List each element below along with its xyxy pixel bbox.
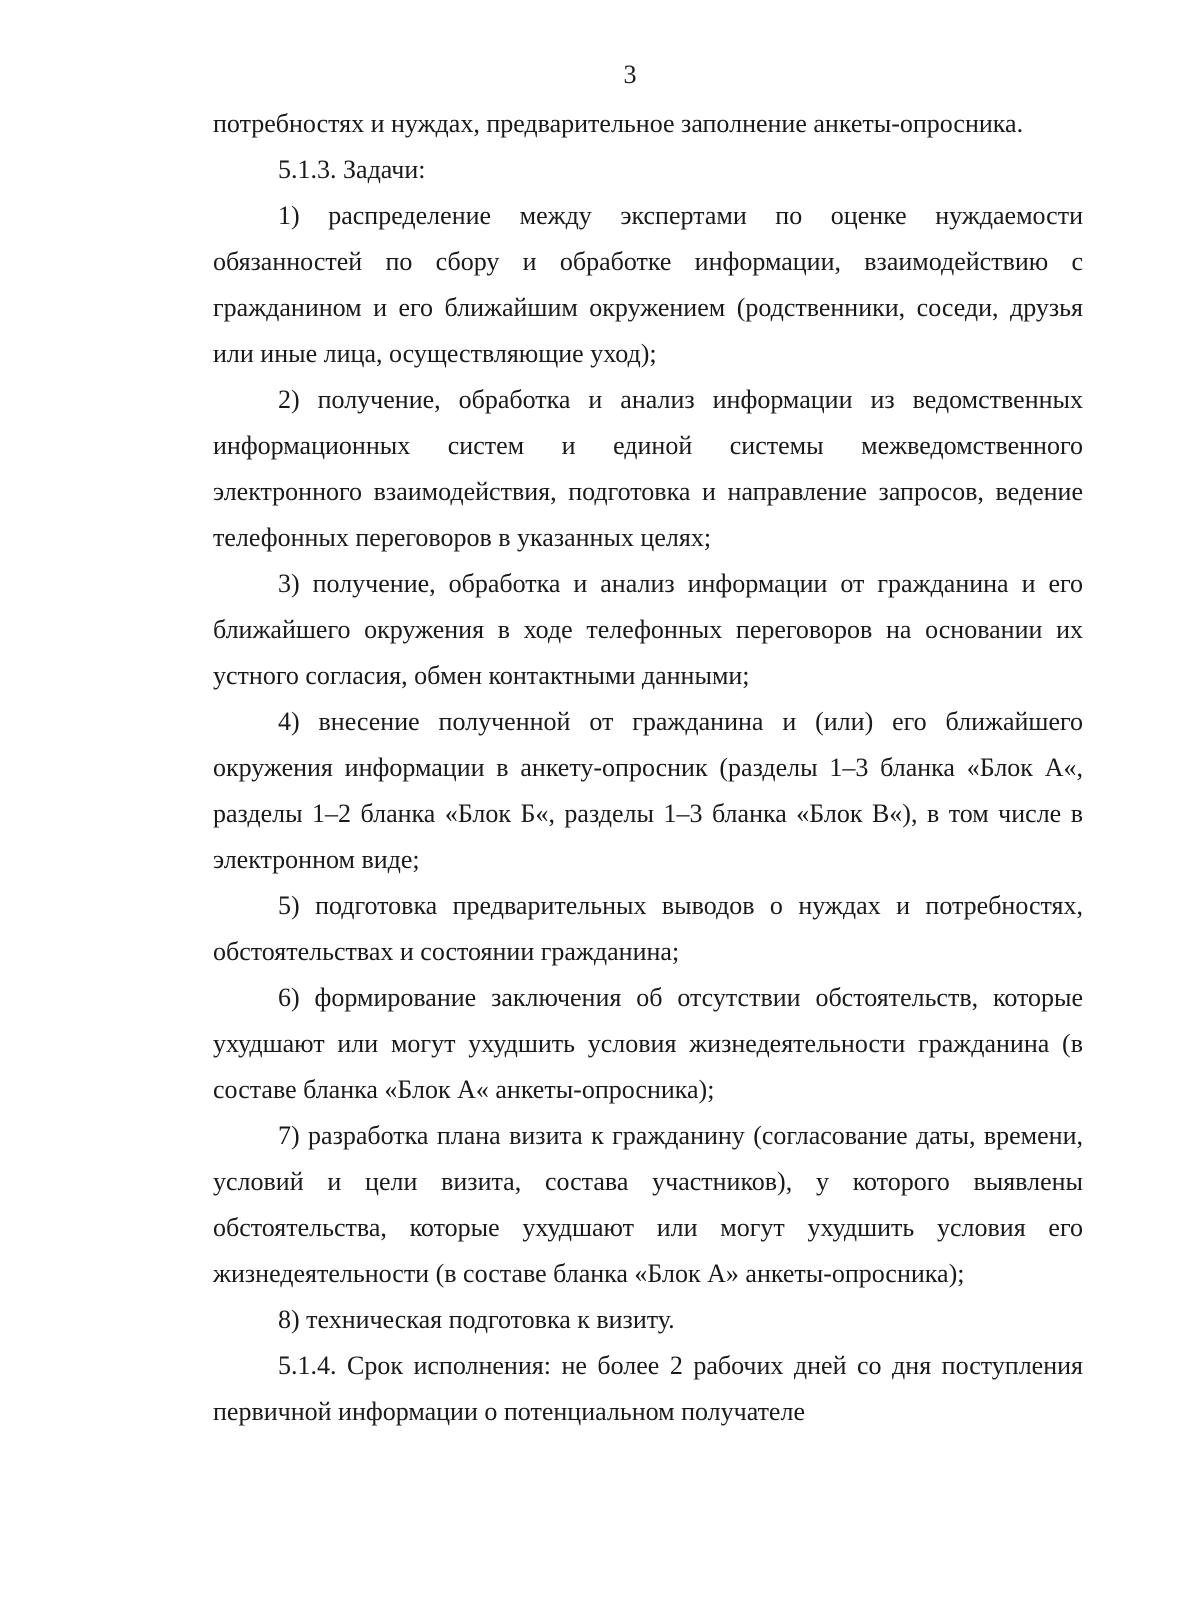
list-item-5: 5) подготовка предварительных выводов о нуждах и потребностях, обстоятельствах и состоянии гражданина;: [213, 891, 1083, 966]
section-heading-5-1-3: 5.1.3. Задачи:: [278, 155, 426, 184]
list-item-1: 1) распределение между экспертами по оценке нуждаемости обязанностей по сбору и обработке информации, взаимодействию с гражданином и его ближайшим окружением (родственники, соседи, друзья или иные лица, осуществляющие уход);: [213, 201, 1083, 368]
list-item-8: 8) техническая подготовка к визиту.: [278, 1305, 675, 1334]
list-item-7: 7) разработка плана визита к гражданину (согласование даты, времени, условий и цели визита, состава участников), у которого выявлены обстоятельства, которые ухудшают или могут ухудшить условия его жизнедеятельности (в составе бланка «Блок А» анкеты-опросника);: [213, 1121, 1083, 1288]
paragraph-continuation: потребностях и нуждах, предварительное заполнение анкеты-опросника.: [213, 109, 1024, 138]
list-item-6: 6) формирование заключения об отсутствии обстоятельств, которые ухудшают или могут ухудшить условия жизнедеятельности гражданина (в составе бланка «Блок А« анкеты-опросника);: [213, 983, 1083, 1104]
document-body: [213, 101, 1083, 1435]
section-5-1-4: 5.1.4. Срок исполнения: не более 2 рабочих дней со дня поступления первичной информации о потенциальном получателе: [213, 1351, 1083, 1426]
page-number: 3: [623, 60, 637, 89]
list-item-4: 4) внесение полученной от гражданина и (или) его ближайшего окружения информации в анкету-опросник (разделы 1–3 бланка «Блок А«, разделы 1–2 бланка «Блок Б«, разделы 1–3 бланка «Блок В«), в том числе в электронном виде;: [213, 707, 1083, 874]
list-item-2: 2) получение, обработка и анализ информации из ведомственных информационных систем и единой системы межведомственного электронного взаимодействия, подготовка и направление запросов, ведение телефонных переговоров в указанных целях;: [213, 385, 1083, 552]
list-item-3: 3) получение, обработка и анализ информации от гражданина и его ближайшего окружения в ходе телефонных переговоров на основании их устного согласия, обмен контактными данными;: [213, 569, 1083, 690]
